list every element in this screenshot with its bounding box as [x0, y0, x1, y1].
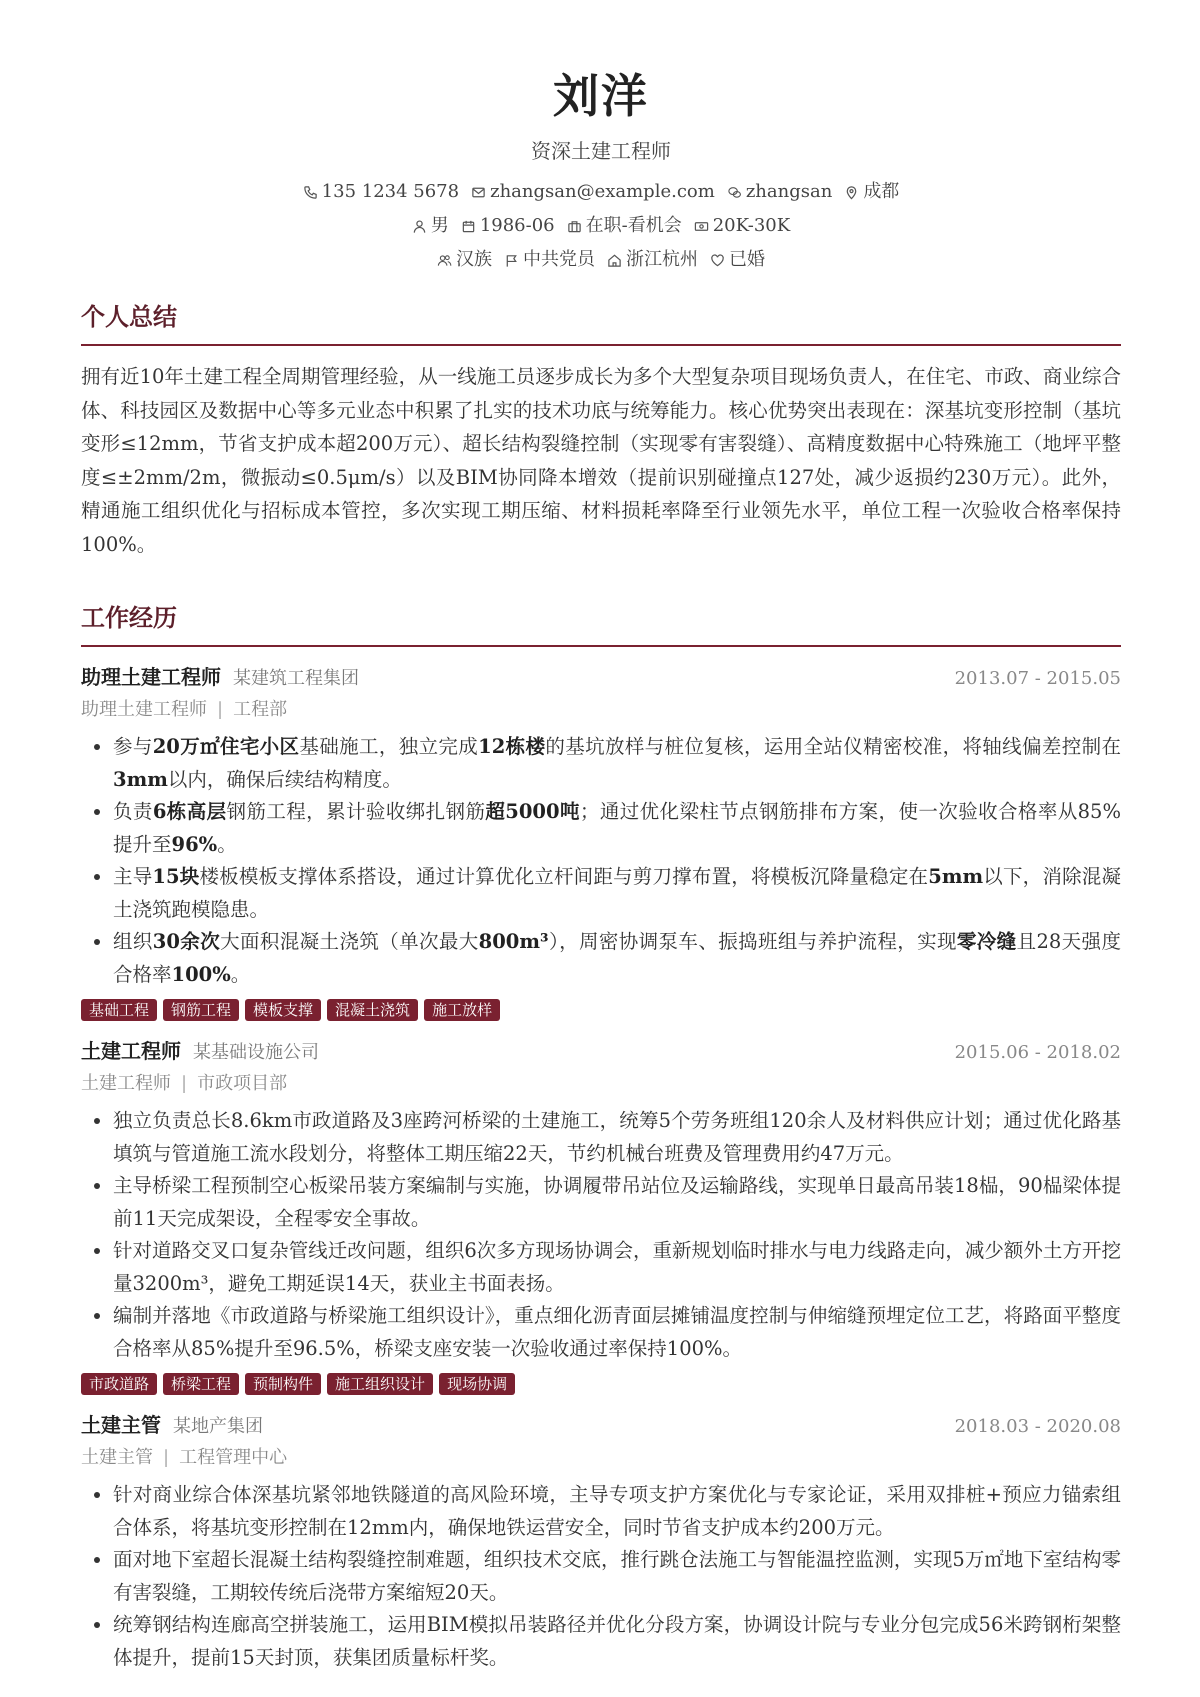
job-date: 2018.03 - 2020.08 [954, 1416, 1121, 1437]
extra-politics [504, 248, 595, 272]
job-date: 2013.07 - 2015.05 [954, 668, 1121, 689]
bullet-highlight: 12栋楼 [478, 735, 546, 758]
contact-wechat[interactable] [727, 180, 832, 204]
home-icon [607, 253, 622, 268]
job-title: 助理土建工程师 [81, 665, 221, 689]
bullet-text: 的基坑放样与桩位复核，运用全站仪精密校准，将轴线偏差控制在 [545, 735, 1121, 758]
summary-divider [81, 344, 1121, 346]
bullet-highlight: 30余次 [152, 930, 221, 953]
skill-tags [81, 1373, 1121, 1395]
flag-icon [504, 253, 519, 268]
bullet-text: 且28天强度合格率 [113, 930, 1121, 986]
bullet-text: 大面积混凝土浇筑（单次最大 [220, 930, 479, 953]
detail-status [567, 214, 682, 238]
bullet-highlight: 20万㎡住宅小区 [152, 735, 300, 758]
bullet-item [113, 926, 1121, 991]
bullet-item [113, 731, 1121, 796]
bullet-highlight: 超5000吨 [485, 800, 580, 823]
job-title: 土建工程师 [81, 1039, 181, 1063]
bullet-item [113, 1170, 1121, 1235]
job-company: 某建筑工程集团 [233, 668, 359, 689]
job-title: 土建主管 [81, 1413, 161, 1437]
work-divider [81, 645, 1121, 647]
extra-hometown [607, 248, 698, 272]
skill-tag: 混凝土浇筑 [327, 999, 418, 1021]
job-department: 工程部 [233, 699, 288, 720]
bullet-text: ；通过优化梁柱节点钢筋排布方案，使一次验收合格率从85%提升至 [113, 800, 1121, 856]
job-list [81, 661, 1121, 1674]
wechat-icon [727, 185, 742, 200]
work-heading: 工作经历 [81, 603, 177, 632]
bullet-item [113, 796, 1121, 861]
extra-marital [710, 248, 765, 272]
job-company: 某基础设施公司 [193, 1042, 319, 1063]
bullet-item [113, 1300, 1121, 1365]
bullet-item [113, 1235, 1121, 1300]
skill-tag: 现场协调 [439, 1373, 515, 1395]
bullet-item [113, 1544, 1121, 1609]
contact-row [81, 180, 1121, 204]
bullet-text: 楼板模板支撑体系搭设，通过计算优化立杆间距与剪刀撑布置，将模板沉降量稳定在 [199, 865, 929, 888]
bullet-highlight: 15块 [152, 865, 200, 888]
bullet-text: 基础施工，独立完成 [299, 735, 479, 758]
bullet-highlight: 5mm [928, 865, 984, 888]
map-pin-icon [844, 185, 859, 200]
skill-tag: 基础工程 [81, 999, 157, 1021]
job-subline [81, 1069, 1121, 1099]
separator: | [217, 699, 224, 720]
bullet-text: 。 [230, 962, 251, 986]
salary-text: 20K-30K [712, 215, 791, 236]
job-entry [81, 1035, 1121, 1395]
bullet-text: 参与 [113, 735, 153, 758]
phone-text: 135 1234 5678 [321, 181, 460, 202]
status-text: 在职-看机会 [585, 215, 682, 236]
candidate-name: 刘洋 [553, 69, 649, 123]
job-subline [81, 695, 1121, 725]
bullet-item [113, 1105, 1121, 1170]
job-bullets [81, 1105, 1121, 1365]
details-row [81, 214, 1121, 238]
skill-tag: 模板支撑 [245, 999, 321, 1021]
bullet-text: 面对地下室超长混凝土结构裂缝控制难题，组织技术交底，推行跳仓法施工与智能温控监测，实现5万㎡地下室结构零有害裂缝，工期较传统后浇带方案缩短20天。 [113, 1548, 1121, 1604]
job-entry [81, 1409, 1121, 1674]
bullet-highlight: 100% [171, 962, 231, 986]
money-icon [694, 219, 709, 234]
bullet-text: 负责 [113, 800, 153, 823]
job-entry [81, 661, 1121, 1021]
skill-tag: 预制构件 [245, 1373, 321, 1395]
job-header [81, 1035, 1121, 1067]
resume-page [81, 0, 1121, 1674]
heart-icon [710, 253, 725, 268]
bullet-text: 以内，确保后续结构精度。 [167, 767, 402, 791]
bullet-text: ），周密协调泵车、振捣班组与养护流程，实现 [548, 930, 957, 953]
bullet-text: 钢筋工程，累计验收绑扎钢筋 [226, 800, 486, 823]
job-bullets [81, 1479, 1121, 1674]
hometown-text: 浙江杭州 [626, 249, 698, 270]
bullet-highlight: 96% [171, 832, 218, 856]
job-subline [81, 1443, 1121, 1473]
mail-icon [471, 185, 486, 200]
skill-tag: 桥梁工程 [163, 1373, 239, 1395]
extra-row [81, 248, 1121, 272]
detail-birth [461, 214, 555, 238]
user-icon [412, 219, 427, 234]
contact-location [844, 180, 899, 204]
job-title-group [81, 661, 359, 690]
calendar-icon [461, 219, 476, 234]
bullet-highlight: 3mm [113, 767, 168, 791]
birth-text: 1986-06 [479, 215, 555, 236]
summary-text: 拥有近10年土建工程全周期管理经验，从一线施工员逐步成长为多个大型复杂项目现场负责人，在住宅、市政、商业综合体、科技园区及数据中心等多元业态中积累了扎实的技术功底与统筹能力。核心优势突出表现在：深基坑变形控制（基坑变形≤12mm，节省支护成本超200万元）、超长结构裂缝控制（实现零有害裂缝）、高精度数据中心特殊施工（地坪平整度≤±2mm/2m，微振动≤0.5μm/s）以及BIM协同降本增效（提前识别碰撞点127处，减少返损约230万元）。此外，精通施工组织优化与招标成本管控，多次实现工期压缩、材料损耗率降至行业领先水平，单位工程一次验收合格率保持100%。 [81, 365, 1121, 556]
detail-salary [694, 214, 790, 238]
bullet-text: 以下，消除混凝土浇筑跑模隐患。 [113, 865, 1121, 921]
candidate-title: 资深土建工程师 [531, 139, 671, 163]
job-title-group [81, 1409, 263, 1438]
skill-tag: 市政道路 [81, 1373, 157, 1395]
briefcase-icon [567, 219, 582, 234]
bullet-text: 编制并落地《市政道路与桥梁施工组织设计》，重点细化沥青面层摊铺温度控制与伸缩缝预埋定位工艺，将路面平整度合格率从85%提升至96.5%，桥梁支座安装一次验收通过率保持100%。 [113, 1304, 1121, 1360]
bullet-highlight: 800m³ [478, 930, 549, 953]
summary-section [81, 300, 1121, 561]
contact-email[interactable] [471, 180, 715, 204]
work-section [81, 601, 1121, 1674]
bullet-text: 主导 [113, 865, 153, 888]
job-department: 市政项目部 [197, 1073, 288, 1094]
skill-tag: 施工组织设计 [327, 1373, 433, 1395]
bullet-item [113, 1609, 1121, 1674]
detail-gender [412, 214, 449, 238]
bullet-item [113, 861, 1121, 926]
bullet-text: 主导桥梁工程预制空心板梁吊装方案编制与实施，协调履带吊站位及运输路线，实现单日最高吊装18榀，90榀梁体提前11天完成架设，全程零安全事故。 [113, 1174, 1121, 1230]
job-department: 工程管理中心 [179, 1447, 288, 1468]
location-text: 成都 [863, 181, 900, 202]
marital-text: 已婚 [729, 249, 765, 270]
job-header [81, 1409, 1121, 1441]
contact-phone[interactable] [303, 180, 459, 204]
summary-heading: 个人总结 [81, 302, 177, 331]
job-title-group [81, 1035, 319, 1064]
job-role: 助理土建工程师 [81, 699, 207, 720]
job-bullets [81, 731, 1121, 991]
users-icon [437, 253, 452, 268]
phone-icon [303, 185, 318, 200]
job-date: 2015.06 - 2018.02 [954, 1042, 1121, 1063]
bullet-item [113, 1479, 1121, 1544]
bullet-highlight: 6栋高层 [152, 800, 227, 823]
skill-tag: 钢筋工程 [163, 999, 239, 1021]
wechat-text: zhangsan [745, 181, 833, 202]
email-text: zhangsan@example.com [490, 181, 715, 202]
bullet-highlight: 零冷缝 [956, 930, 1017, 953]
skill-tag: 施工放样 [424, 999, 500, 1021]
bullet-text: 。 [217, 832, 237, 856]
bullet-text: 统筹钢结构连廊高空拼装施工，运用BIM模拟吊装路径并优化分段方案，协调设计院与专业分包完成56米跨钢桁架整体提升，提前15天封顶，获集团质量标杆奖。 [113, 1613, 1121, 1669]
job-company: 某地产集团 [173, 1416, 263, 1437]
ethnicity-text: 汉族 [456, 249, 492, 270]
job-header [81, 661, 1121, 693]
bullet-text: 针对道路交叉口复杂管线迁改问题，组织6次多方现场协调会，重新规划临时排水与电力线路走向，减少额外土方开挖量3200m³，避免工期延误14天，获业主书面表扬。 [113, 1239, 1121, 1295]
separator: | [163, 1447, 170, 1468]
job-role: 土建工程师 [81, 1073, 171, 1094]
bullet-text: 组织 [113, 930, 153, 953]
job-role: 土建主管 [81, 1447, 153, 1468]
skill-tags [81, 999, 1121, 1021]
extra-ethnicity [437, 248, 492, 272]
separator: | [181, 1073, 188, 1094]
politics-text: 中共党员 [523, 249, 595, 270]
bullet-text: 针对商业综合体深基坑紧邻地铁隧道的高风险环境，主导专项支护方案优化与专家论证，采用双排桩+预应力锚索组合体系，将基坑变形控制在12mm内，确保地铁运营安全，同时节省支护成本约200万元。 [113, 1483, 1121, 1539]
bullet-text: 独立负责总长8.6km市政道路及3座跨河桥梁的土建施工，统筹5个劳务班组120余人及材料供应计划；通过优化路基填筑与管道施工流水段划分，将整体工期压缩22天，节约机械台班费及管理费用约47万元。 [113, 1109, 1121, 1165]
gender-text: 男 [430, 215, 449, 236]
